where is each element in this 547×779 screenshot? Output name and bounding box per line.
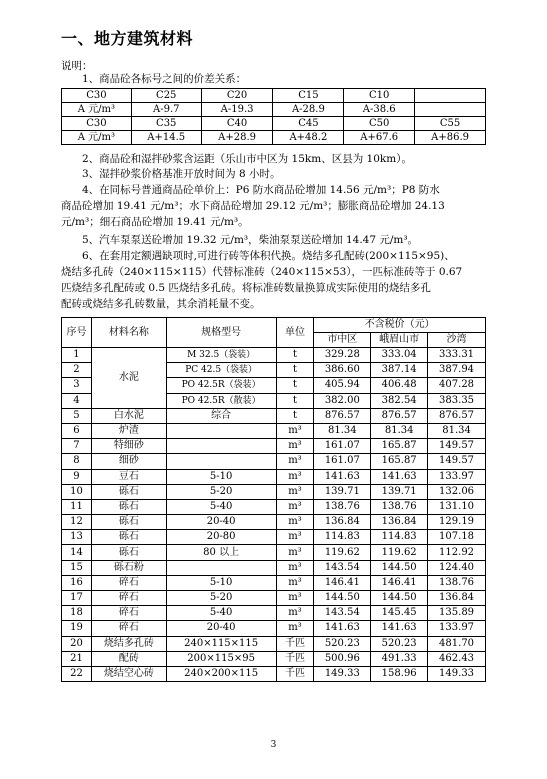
row-price-shizhong: 382.00 — [314, 393, 371, 408]
row-price-emei: 138.76 — [371, 499, 428, 514]
row-price-emei: 158.96 — [371, 666, 428, 681]
row-price-emei: 144.50 — [371, 560, 428, 575]
header-price-group: 不含税价（元） — [314, 318, 486, 333]
row-price-shizhong: 146.41 — [314, 575, 371, 590]
table-row — [62, 560, 486, 575]
diff-cell: C55 — [415, 117, 486, 131]
row-unit: 千匹 — [276, 666, 314, 681]
row-spec: PO 42.5R（散装） — [166, 393, 276, 408]
row-price-emei: 520.23 — [371, 636, 428, 651]
diff-cell: A+28.9 — [201, 131, 273, 145]
row-unit: t — [276, 363, 314, 378]
row-price-shizhong: 500.96 — [314, 651, 371, 666]
row-no: 10 — [62, 484, 92, 499]
header-col-shawan: 沙湾 — [428, 333, 486, 348]
table-row — [62, 408, 486, 423]
row-spec: 综合 — [166, 408, 276, 423]
table-row — [62, 484, 486, 499]
note-6-line-1: 6、在套用定额遇缺项时,可进行砖等体积代换。烧结多孔配砖(200×115×95)、 — [82, 250, 455, 262]
row-unit: t — [276, 408, 314, 423]
row-name-cement: 水泥 — [91, 348, 166, 409]
diff-cell: C45 — [273, 117, 344, 131]
row-unit: 千匹 — [276, 651, 314, 666]
note-1: 1、商品砼各标号之间的价差关系： — [82, 73, 247, 85]
row-name: 白水泥 — [91, 408, 166, 423]
diff-cell: C25 — [131, 89, 201, 103]
diff-cell: A-38.6 — [344, 103, 415, 117]
diff-cell: A 元/m³ — [62, 131, 132, 145]
header-name: 材料名称 — [91, 318, 166, 348]
row-price-shawan: 129.19 — [428, 515, 486, 530]
row-spec: 5-20 — [166, 591, 276, 606]
row-no: 13 — [62, 530, 92, 545]
row-price-emei: 136.84 — [371, 515, 428, 530]
row-no: 18 — [62, 606, 92, 621]
table-row — [62, 454, 486, 469]
row-price-shawan: 136.84 — [428, 591, 486, 606]
table-row — [62, 515, 486, 530]
row-price-shawan: 876.57 — [428, 408, 486, 423]
row-unit: t — [276, 393, 314, 408]
row-price-emei: 119.62 — [371, 545, 428, 560]
row-name: 烧结多孔砖 — [91, 636, 166, 651]
row-spec: 20-40 — [166, 515, 276, 530]
page-number: 3 — [270, 740, 277, 750]
row-price-emei: 387.14 — [371, 363, 428, 378]
row-no: 21 — [62, 651, 92, 666]
diff-row — [62, 117, 486, 131]
row-name: 细砂 — [91, 454, 166, 469]
row-no: 17 — [62, 591, 92, 606]
row-no: 4 — [62, 393, 92, 408]
row-price-shawan: 383.35 — [428, 393, 486, 408]
row-price-shawan: 387.94 — [428, 363, 486, 378]
row-price-shawan: 132.06 — [428, 484, 486, 499]
row-price-shizhong: 143.54 — [314, 606, 371, 621]
table-row — [62, 530, 486, 545]
row-price-shawan: 124.40 — [428, 560, 486, 575]
diff-cell: C50 — [344, 117, 415, 131]
row-no: 3 — [62, 378, 92, 393]
row-price-shawan: 149.33 — [428, 666, 486, 681]
row-spec: 20-40 — [166, 621, 276, 636]
row-unit: m³ — [276, 545, 314, 560]
row-price-shizhong: 520.23 — [314, 636, 371, 651]
row-price-emei: 382.54 — [371, 393, 428, 408]
row-unit: t — [276, 378, 314, 393]
diff-cell: C20 — [201, 89, 273, 103]
row-price-shizhong: 114.83 — [314, 530, 371, 545]
diff-cell: A+86.9 — [415, 131, 486, 145]
row-name: 配砖 — [91, 651, 166, 666]
row-unit: m³ — [276, 484, 314, 499]
diff-cell: A+14.5 — [131, 131, 201, 145]
row-no: 8 — [62, 454, 92, 469]
row-price-emei: 114.83 — [371, 530, 428, 545]
row-price-shawan: 135.89 — [428, 606, 486, 621]
header-no: 序号 — [62, 318, 92, 348]
row-name: 烧结空心砖 — [91, 666, 166, 681]
row-price-shawan: 481.70 — [428, 636, 486, 651]
row-no: 6 — [62, 423, 92, 438]
note-4-line-3: 元/m³；细石商品砼增加 19.41 元/m³。 — [61, 216, 249, 228]
row-name: 砾石 — [91, 530, 166, 545]
diff-cell: C35 — [131, 117, 201, 131]
diff-cell: C40 — [201, 117, 273, 131]
header-spec: 规格型号 — [166, 318, 276, 348]
row-price-shizhong: 876.57 — [314, 408, 371, 423]
row-price-shawan: 112.92 — [428, 545, 486, 560]
row-no: 2 — [62, 363, 92, 378]
table-row — [62, 591, 486, 606]
table-row — [62, 469, 486, 484]
row-price-shawan: 107.18 — [428, 530, 486, 545]
table-row — [62, 575, 486, 590]
note-6-line-2: 烧结多孔砖（240×115×115）代替标准砖（240×115×53），一匹标准砖等于 0.67 — [61, 266, 463, 278]
row-price-shizhong: 143.54 — [314, 560, 371, 575]
row-price-shawan: 149.57 — [428, 454, 486, 469]
row-no: 15 — [62, 560, 92, 575]
concrete-price-diff-table — [61, 88, 486, 145]
row-name: 豆石 — [91, 469, 166, 484]
row-spec — [166, 560, 276, 575]
row-name: 砾石粉 — [91, 560, 166, 575]
row-price-emei: 876.57 — [371, 408, 428, 423]
row-no: 20 — [62, 636, 92, 651]
row-name: 碎石 — [91, 591, 166, 606]
row-no: 1 — [62, 348, 92, 363]
row-name: 碎石 — [91, 621, 166, 636]
row-price-emei: 139.71 — [371, 484, 428, 499]
row-price-shizhong: 138.76 — [314, 499, 371, 514]
row-unit: m³ — [276, 469, 314, 484]
row-price-emei: 141.63 — [371, 469, 428, 484]
row-name: 碎石 — [91, 606, 166, 621]
row-spec: PC 42.5（袋装） — [166, 363, 276, 378]
row-unit: m³ — [276, 439, 314, 454]
row-name: 碎石 — [91, 575, 166, 590]
row-price-emei: 406.48 — [371, 378, 428, 393]
row-name: 炉渣 — [91, 423, 166, 438]
row-price-shawan: 138.76 — [428, 575, 486, 590]
table-row — [62, 666, 486, 681]
row-no: 11 — [62, 499, 92, 514]
materials-price-table — [61, 317, 486, 682]
note-3: 3、湿拌砂浆价格基准开放时间为 8 小时。 — [82, 168, 281, 180]
table-row — [62, 545, 486, 560]
row-no: 22 — [62, 666, 92, 681]
row-unit: m³ — [276, 575, 314, 590]
diff-cell: A+48.2 — [273, 131, 344, 145]
row-spec: 5-40 — [166, 606, 276, 621]
row-spec: 5-10 — [166, 575, 276, 590]
row-spec: 5-10 — [166, 469, 276, 484]
table-row — [62, 621, 486, 636]
diff-cell: C30 — [62, 117, 132, 131]
row-spec: 80 以上 — [166, 545, 276, 560]
row-no: 12 — [62, 515, 92, 530]
header-col-shizhong: 市中区 — [314, 333, 371, 348]
diff-cell: A-19.3 — [201, 103, 273, 117]
row-unit: m³ — [276, 530, 314, 545]
row-price-shizhong: 405.94 — [314, 378, 371, 393]
row-unit: 千匹 — [276, 636, 314, 651]
diff-cell: A 元/m³ — [62, 103, 132, 117]
row-price-shizhong: 139.71 — [314, 484, 371, 499]
row-price-shizhong: 119.62 — [314, 545, 371, 560]
row-price-shizhong: 161.07 — [314, 439, 371, 454]
note-6-line-4: 配砖或烧结多孔砖数量，其余消耗量不变。 — [61, 298, 261, 310]
diff-cell: C10 — [344, 89, 415, 103]
row-price-shizhong: 136.84 — [314, 515, 371, 530]
table-row — [62, 651, 486, 666]
row-spec — [166, 423, 276, 438]
row-price-emei: 333.04 — [371, 348, 428, 363]
diff-row — [62, 131, 486, 145]
row-unit: m³ — [276, 515, 314, 530]
row-no: 16 — [62, 575, 92, 590]
row-price-shawan: 333.31 — [428, 348, 486, 363]
row-price-shawan: 133.97 — [428, 469, 486, 484]
table-row — [62, 439, 486, 454]
diff-cell: C15 — [273, 89, 344, 103]
row-spec: 20-80 — [166, 530, 276, 545]
row-price-shizhong: 386.60 — [314, 363, 371, 378]
diff-row — [62, 103, 486, 117]
note-4-line-2: 商品砼增加 19.41 元/m³；水下商品砼增加 29.12 元/m³；膨胀商品砼增加 24.13 — [61, 200, 445, 212]
row-price-emei: 165.87 — [371, 439, 428, 454]
row-unit: m³ — [276, 591, 314, 606]
row-unit: t — [276, 348, 314, 363]
row-price-shizhong: 141.63 — [314, 469, 371, 484]
row-price-emei: 144.50 — [371, 591, 428, 606]
diff-cell: A-9.7 — [131, 103, 201, 117]
row-name: 砾石 — [91, 545, 166, 560]
diff-cell: A+67.6 — [344, 131, 415, 145]
row-spec: 200×115×95 — [166, 651, 276, 666]
row-name: 砾石 — [91, 484, 166, 499]
row-price-emei: 81.34 — [371, 423, 428, 438]
row-price-shizhong: 329.28 — [314, 348, 371, 363]
table-row — [62, 423, 486, 438]
row-no: 5 — [62, 408, 92, 423]
note-5: 5、汽车泵泵送砼增加 19.32 元/m³，柴油泵泵送砼增加 14.47 元/m³。 — [82, 234, 419, 246]
table-row — [62, 606, 486, 621]
diff-row — [62, 89, 486, 103]
header-col-emei: 峨眉山市 — [371, 333, 428, 348]
row-spec — [166, 454, 276, 469]
row-spec: 5-40 — [166, 499, 276, 514]
row-price-shawan: 462.43 — [428, 651, 486, 666]
note-6-line-3: 匹烧结多孔配砖或 0.5 匹烧结多孔砖。将标准砖数量换算成实际使用的烧结多孔 — [61, 282, 431, 294]
row-unit: m³ — [276, 621, 314, 636]
row-spec — [166, 439, 276, 454]
row-price-shizhong: 81.34 — [314, 423, 371, 438]
row-price-emei: 146.41 — [371, 575, 428, 590]
row-no: 19 — [62, 621, 92, 636]
row-price-emei: 141.63 — [371, 621, 428, 636]
row-unit: m³ — [276, 423, 314, 438]
table-row — [62, 636, 486, 651]
header-unit: 单位 — [276, 318, 314, 348]
row-spec: PO 42.5R（袋装） — [166, 378, 276, 393]
row-spec: 240×115×115 — [166, 636, 276, 651]
row-unit: m³ — [276, 454, 314, 469]
row-price-shawan: 133.97 — [428, 621, 486, 636]
row-spec: 240×200×115 — [166, 666, 276, 681]
table-header-row — [62, 318, 486, 333]
section-heading: 一、地方建筑材料 — [61, 29, 194, 48]
note-label: 说明： — [61, 60, 93, 72]
table-row — [62, 348, 486, 363]
row-price-shawan: 149.57 — [428, 439, 486, 454]
row-price-shizhong: 144.50 — [314, 591, 371, 606]
row-price-emei: 145.45 — [371, 606, 428, 621]
diff-cell — [415, 89, 486, 103]
row-spec: M 32.5（袋装） — [166, 348, 276, 363]
row-price-emei: 165.87 — [371, 454, 428, 469]
row-price-shizhong: 141.63 — [314, 621, 371, 636]
diff-cell: C30 — [62, 89, 132, 103]
diff-cell — [415, 103, 486, 117]
row-name: 砾石 — [91, 515, 166, 530]
row-price-shawan: 81.34 — [428, 423, 486, 438]
row-no: 9 — [62, 469, 92, 484]
row-unit: m³ — [276, 606, 314, 621]
table-row — [62, 499, 486, 514]
row-price-shawan: 131.10 — [428, 499, 486, 514]
row-name: 砾石 — [91, 499, 166, 514]
row-name: 特细砂 — [91, 439, 166, 454]
diff-cell: A-28.9 — [273, 103, 344, 117]
row-unit: m³ — [276, 560, 314, 575]
row-price-shawan: 407.28 — [428, 378, 486, 393]
row-price-emei: 491.33 — [371, 651, 428, 666]
row-unit: m³ — [276, 499, 314, 514]
row-no: 7 — [62, 439, 92, 454]
row-price-shizhong: 149.33 — [314, 666, 371, 681]
note-2: 2、商品砼和湿拌砂浆含运距（乐山市中区为 15km、区县为 10km）。 — [82, 153, 412, 165]
row-no: 14 — [62, 545, 92, 560]
row-price-shizhong: 161.07 — [314, 454, 371, 469]
row-spec: 5-20 — [166, 484, 276, 499]
note-4-line-1: 4、在同标号普通商品砼单价上：P6 防水商品砼增加 14.56 元/m³；P8 防水 — [82, 184, 440, 196]
